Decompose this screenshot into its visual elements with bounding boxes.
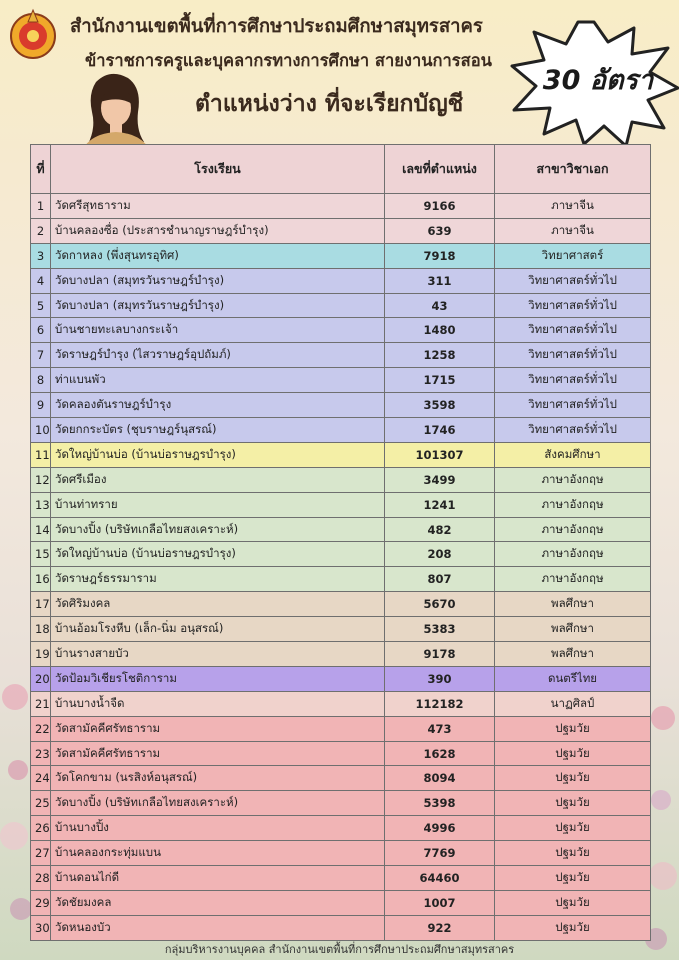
row-number: 10 — [31, 418, 51, 443]
subject-major: วิทยาศาสตร์ทั่วไป — [495, 268, 651, 293]
position-number: 1480 — [385, 318, 495, 343]
row-number: 19 — [31, 642, 51, 667]
school-name: วัดใหญ่บ้านบ่อ (บ้านบ่อราษฎรบำรุง) — [51, 542, 385, 567]
position-number: 5383 — [385, 617, 495, 642]
subject-major: ปฐมวัย — [495, 866, 651, 891]
row-number: 3 — [31, 243, 51, 268]
school-name: บ้านรางสายบัว — [51, 642, 385, 667]
table-row — [31, 218, 651, 243]
subject-major: ปฐมวัย — [495, 766, 651, 791]
subject-major: สังคมศึกษา — [495, 442, 651, 467]
row-number: 2 — [31, 218, 51, 243]
school-name: บ้านบางปิ้ง — [51, 816, 385, 841]
row-number: 28 — [31, 866, 51, 891]
position-number: 1241 — [385, 492, 495, 517]
row-number: 4 — [31, 268, 51, 293]
subject-major: ภาษาอังกฤษ — [495, 517, 651, 542]
subject-major: วิทยาศาสตร์ทั่วไป — [495, 318, 651, 343]
column-header-school: โรงเรียน — [51, 145, 385, 194]
table-row — [31, 841, 651, 866]
column-header-subject: สาขาวิชาเอก — [495, 145, 651, 194]
subject-major: พลศึกษา — [495, 642, 651, 667]
position-number: 482 — [385, 517, 495, 542]
school-name: บ้านอ้อมโรงหีบ (เล็ก-นิ่ม อนุสรณ์) — [51, 617, 385, 642]
school-name: วัดบางปลา (สมุทรวันราษฎร์บำรุง) — [51, 293, 385, 318]
school-name: วัดสามัคคีศรัทธาราม — [51, 741, 385, 766]
table-row — [31, 766, 651, 791]
subject-major: ภาษาจีน — [495, 194, 651, 219]
table-row — [31, 393, 651, 418]
subject-major: วิทยาศาสตร์ทั่วไป — [495, 393, 651, 418]
subject-major: ดนตรีไทย — [495, 666, 651, 691]
subject-major: ภาษาอังกฤษ — [495, 492, 651, 517]
position-number: 3499 — [385, 467, 495, 492]
row-number: 8 — [31, 368, 51, 393]
table-row — [31, 890, 651, 915]
row-number: 12 — [31, 467, 51, 492]
school-name: วัดศรีเมือง — [51, 467, 385, 492]
school-name: วัดสามัคคีศรัทธาราม — [51, 716, 385, 741]
position-number: 1628 — [385, 741, 495, 766]
school-name: วัดราษฎร์บำรุง (ไสวราษฎร์อุปถัมภ์) — [51, 343, 385, 368]
school-name: วัดหนองบัว — [51, 915, 385, 940]
row-number: 5 — [31, 293, 51, 318]
school-name: ท่าแบนพัว — [51, 368, 385, 393]
table-row — [31, 592, 651, 617]
table-row — [31, 915, 651, 940]
table-row — [31, 517, 651, 542]
subject-major: วิทยาศาสตร์ทั่วไป — [495, 368, 651, 393]
school-name: วัดกาหลง (พึ่งสุนทรอุทิศ) — [51, 243, 385, 268]
subject-major: ปฐมวัย — [495, 716, 651, 741]
subject-major: พลศึกษา — [495, 617, 651, 642]
row-number: 23 — [31, 741, 51, 766]
header-office-name: สำนักงานเขตพื้นที่การศึกษาประถมศึกษาสมุทรสาคร — [70, 16, 483, 37]
column-header-no: ที่ — [31, 145, 51, 194]
table-row — [31, 492, 651, 517]
row-number: 15 — [31, 542, 51, 567]
table-row — [31, 741, 651, 766]
table-row — [31, 442, 651, 467]
position-number: 5670 — [385, 592, 495, 617]
subject-major: ภาษาอังกฤษ — [495, 542, 651, 567]
row-number: 16 — [31, 567, 51, 592]
organization-seal-icon — [8, 6, 58, 62]
subject-major: วิทยาศาสตร์ทั่วไป — [495, 293, 651, 318]
vacancy-table — [30, 144, 651, 941]
footer-department: กลุ่มบริหารงานบุคคล สำนักงานเขตพื้นที่การศึกษาประถมศึกษาสมุทรสาคร — [164, 943, 515, 956]
subject-major: พลศึกษา — [495, 592, 651, 617]
table-row — [31, 666, 651, 691]
table-row — [31, 716, 651, 741]
school-name: วัดใหญ่บ้านบ่อ (บ้านบ่อราษฎรบำรุง) — [51, 442, 385, 467]
school-name: บ้านบางน้ำจืด — [51, 691, 385, 716]
position-number: 5398 — [385, 791, 495, 816]
school-name: บ้านท่าทราย — [51, 492, 385, 517]
subject-major: ปฐมวัย — [495, 816, 651, 841]
position-number: 7769 — [385, 841, 495, 866]
position-number: 922 — [385, 915, 495, 940]
table-body — [31, 194, 651, 941]
school-name: วัดคลองตันราษฎร์บำรุง — [51, 393, 385, 418]
page-title: ตำแหน่งว่าง ที่จะเรียกบัญชี — [195, 91, 464, 117]
school-name: บ้านคลองกระทุ่มแบน — [51, 841, 385, 866]
position-number: 101307 — [385, 442, 495, 467]
table-row — [31, 243, 651, 268]
subject-major: ปฐมวัย — [495, 741, 651, 766]
school-name: บ้านคลองซื่อ (ประสารชำนาญราษฎร์บำรุง) — [51, 218, 385, 243]
row-number: 7 — [31, 343, 51, 368]
position-number: 7918 — [385, 243, 495, 268]
subject-major: ปฐมวัย — [495, 915, 651, 940]
school-name: วัดศิริมงคล — [51, 592, 385, 617]
subject-major: ภาษาอังกฤษ — [495, 467, 651, 492]
school-name: วัดโคกขาม (นรสิงห์อนุสรณ์) — [51, 766, 385, 791]
position-number: 8094 — [385, 766, 495, 791]
school-name: บ้านดอนไก่ดี — [51, 866, 385, 891]
table-row — [31, 467, 651, 492]
position-number: 208 — [385, 542, 495, 567]
table-row — [31, 418, 651, 443]
row-number: 29 — [31, 890, 51, 915]
position-number: 390 — [385, 666, 495, 691]
table-row — [31, 293, 651, 318]
position-number: 9166 — [385, 194, 495, 219]
table-row — [31, 318, 651, 343]
table-row — [31, 791, 651, 816]
school-name: วัดป้อมวิเชียรโชติการาม — [51, 666, 385, 691]
row-number: 24 — [31, 766, 51, 791]
position-number: 1007 — [385, 890, 495, 915]
subject-major: ภาษาจีน — [495, 218, 651, 243]
table-row — [31, 642, 651, 667]
row-number: 1 — [31, 194, 51, 219]
table-row — [31, 866, 651, 891]
table-row — [31, 816, 651, 841]
subject-major: ปฐมวัย — [495, 841, 651, 866]
position-number: 64460 — [385, 866, 495, 891]
school-name: วัดศรีสุทธาราม — [51, 194, 385, 219]
row-number: 14 — [31, 517, 51, 542]
header-staff-type: ข้าราชการครูและบุคลากรทางการศึกษา สายงานการสอน — [85, 51, 492, 70]
row-number: 22 — [31, 716, 51, 741]
school-name: วัดบางปลา (สมุทรวันราษฎร์บำรุง) — [51, 268, 385, 293]
position-number: 1746 — [385, 418, 495, 443]
position-number: 3598 — [385, 393, 495, 418]
position-number: 311 — [385, 268, 495, 293]
position-number: 473 — [385, 716, 495, 741]
row-number: 20 — [31, 666, 51, 691]
position-number: 4996 — [385, 816, 495, 841]
table-header-row — [31, 145, 651, 194]
position-number: 639 — [385, 218, 495, 243]
row-number: 17 — [31, 592, 51, 617]
subject-major: ปฐมวัย — [495, 890, 651, 915]
table-row — [31, 691, 651, 716]
subject-major: ปฐมวัย — [495, 791, 651, 816]
row-number: 6 — [31, 318, 51, 343]
row-number: 11 — [31, 442, 51, 467]
table-row — [31, 567, 651, 592]
row-number: 21 — [31, 691, 51, 716]
table-row — [31, 343, 651, 368]
subject-major: นาฏศิลป์ — [495, 691, 651, 716]
table-row — [31, 542, 651, 567]
position-number: 1258 — [385, 343, 495, 368]
row-number: 18 — [31, 617, 51, 642]
table-row — [31, 194, 651, 219]
subject-major: ภาษาอังกฤษ — [495, 567, 651, 592]
table-row — [31, 268, 651, 293]
school-name: วัดชัยมงคล — [51, 890, 385, 915]
school-name: บ้านชายทะเลบางกระเจ้า — [51, 318, 385, 343]
subject-major: วิทยาศาสตร์ — [495, 243, 651, 268]
row-number: 9 — [31, 393, 51, 418]
row-number: 26 — [31, 816, 51, 841]
school-name: วัดบางปิ้ง (บริษัทเกลือไทยสงเคราะห์) — [51, 791, 385, 816]
position-number: 807 — [385, 567, 495, 592]
school-name: วัดบางปิ้ง (บริษัทเกลือไทยสงเคราะห์) — [51, 517, 385, 542]
subject-major: วิทยาศาสตร์ทั่วไป — [495, 418, 651, 443]
school-name: วัดยกกระบัตร (ชุบราษฎร์นุสรณ์) — [51, 418, 385, 443]
table-row — [31, 368, 651, 393]
row-number: 30 — [31, 915, 51, 940]
position-number: 9178 — [385, 642, 495, 667]
position-number: 112182 — [385, 691, 495, 716]
table-row — [31, 617, 651, 642]
subject-major: วิทยาศาสตร์ทั่วไป — [495, 343, 651, 368]
row-number: 13 — [31, 492, 51, 517]
column-header-position: เลขที่ตำแหน่ง — [385, 145, 495, 194]
row-number: 27 — [31, 841, 51, 866]
school-name: วัดราษฎร์ธรรมาราม — [51, 567, 385, 592]
position-count-badge: 30 อัตรา — [542, 65, 654, 96]
row-number: 25 — [31, 791, 51, 816]
position-number: 43 — [385, 293, 495, 318]
position-number: 1715 — [385, 368, 495, 393]
